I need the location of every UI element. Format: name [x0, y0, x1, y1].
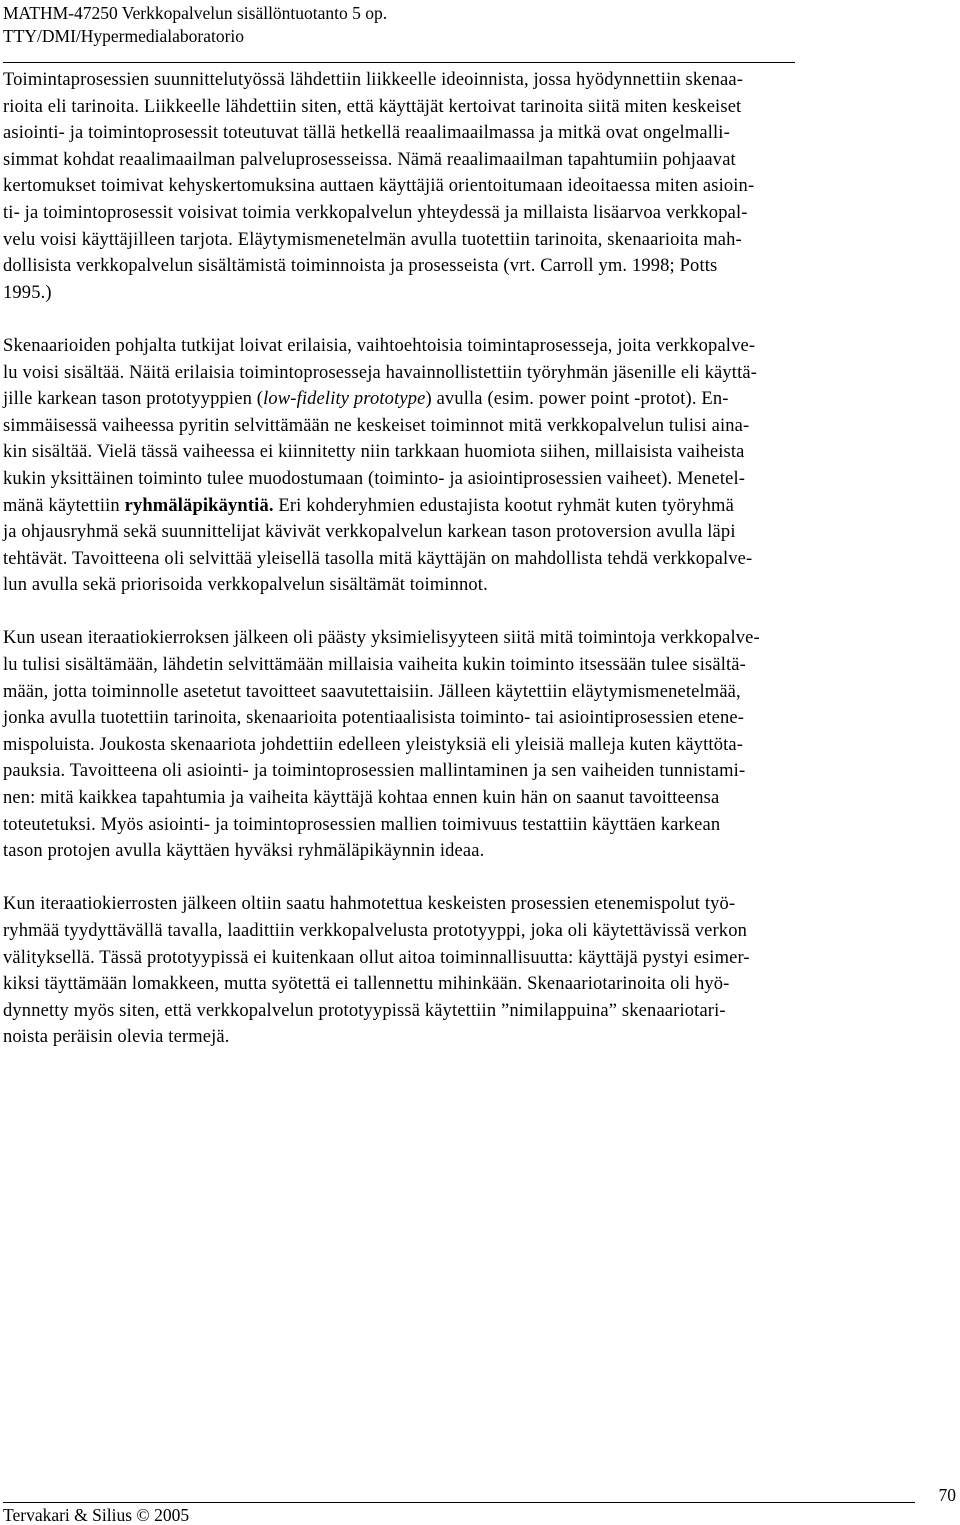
- footer-authors: Tervakari & Silius © 2005: [3, 1505, 190, 1525]
- page-number: 70: [938, 1485, 956, 1505]
- lab-name: TTY/DMI/Hypermedialaboratorio: [3, 26, 245, 46]
- paragraph-3: Kun usean iteraatiokierroksen jälkeen oli päästy yksimielisyyteen siitä mitä toimintoja verkkopalve- lu tulisi sisältämään, lähdetin selvittämään millaisia vaiheita kukin toiminto itsessään tulee sisältä- mään, jotta toiminnolle asetetut tavoitteet saavutettaisiin. Jälleen käytettiin eläytymismenetelmää, jonka avulla tuotettiin tarinoita, skenaarioita potentiaalisista toiminto- tai asiointiprosessien etene- mispoluista. Joukosta skenaariota johdettiin edelleen yleistyksiä eli yleisiä malleja kuten käyttöta- pauksia. Tavoitteena oli asiointi- ja toimintoprosessien mallintaminen ja sen vaiheiden tunnistami- nen: mitä kaikkea tapahtumia ja vaiheita käyttäjä kohtaa ennen kuin hän on saanut tavoitteensa toteutetuksi. Myös asiointi- ja toimintoprosessien mallien toimivuus testattiin käyttäen karkean tason protojen avulla käyttäen hyväksi ryhmäläpikäynnin ideaa.: [3, 628, 760, 862]
- paragraph-2-part-1: Skenaarioiden pohjalta tutkijat loivat erilaisia, vaihtoehtoisia toimintaprosesseja, joita verkkopalve- lu voisi sisältää. Näitä erilaisia toimintoprosesseja havainnollistettiin työryhmän jäsenille eli käyttä- jille karkean tason prototyyppien (: [3, 335, 758, 410]
- paragraph-2: [3, 333, 945, 599]
- page-header: [3, 2, 387, 48]
- header-divider: [3, 62, 795, 63]
- paragraph-2-part-3: Eri kohderyhmien edustajista kootut ryhmät kuten työryhmä ja ohjausryhmä sekä suunnittelijat kävivät verkkopalvelun karkean tason protoversion avulla läpi tehtävät. Tavoitteena oli selvittää yleisellä tasolla mitä käyttäjän on mahdollista tehdä verkkopalve- lun avulla sekä priorisoida verkkopalvelun sisältämät toiminnot.: [3, 495, 753, 596]
- footer-divider: [3, 1502, 915, 1503]
- paragraph-1: Toimintaprosessien suunnittelutyössä lähdettiin liikkeelle ideoinnista, jossa hyödynnettiin skenaa- rioita eli tarinoita. Liikkeelle lähdettiin siten, että käyttäjät kertoivat tarinoita siitä miten keskeiset asiointi- ja toimintoprosessit toteutuvat tällä hetkellä reaalimaailmassa ja mitkä ovat ongelmalli- simmat kohdat reaalimaailman palveluprosesseissa. Nämä reaalimaailman tapahtumiin pohjaavat kertomukset toimivat kehyskertomuksina auttaen käyttäjiä orientoitumaan ideoitaessa miten asioin- ti- ja toimintoprosessit voisivat toimia verkkopalvelun yhteydessä ja millaista lisäarvoa verkkopal- velu voisi käyttäjilleen tarjota. Eläytymismenetelmän avulla tuotettiin tarinoita, skenaarioita mah- dollisista verkkopalvelun sisältämistä toiminnoista ja prosesseista (vrt. Carroll ym. 1998; Potts 1995.): [3, 70, 755, 303]
- paragraph-2-part-2: ) avulla (esim. power point -protot). En- simmäisessä vaiheessa pyritin selvittämään ne keskeiset toiminnot mitä verkkopalvelun tulisi aina- kin sisältää. Vielä tässä vaiheessa ei kiinnitetty niin tarkkaan huomiota siihen, millaisista vaiheista kukin yksittäinen toiminto tulee muodostumaan (toiminto- ja asiointiprosessien vaiheet). Menetel- mänä käytettiin: [3, 389, 750, 516]
- document-body: [3, 67, 945, 1051]
- paragraph-4: Kun iteraatiokierrosten jälkeen oltiin saatu hahmotettua keskeisten prosessien etenemispolut työ- ryhmää tyydyttävällä tavalla, laadittiin verkkopalvelusta prototyyppi, joka oli käytettävissä verkon välityksellä. Tässä prototyypissä ei kuitenkaan ollut aitoa toiminnallisuutta: käyttäjä pystyi esimer- kiksi täyttämään lomakkeen, mutta syötettä ei tallennettu mihinkään. Skenaariotarinoita oli hyö- dynnetty myös siten, että verkkopalvelun prototyypissä käytettiin ”nimilappuina” skenaariotari- noista peräisin olevia termejä.: [3, 894, 750, 1048]
- paragraph-2-italic-term: low-fidelity prototype: [263, 389, 426, 410]
- paragraph-2-bold-term: ryhmäläpikäyntiä.: [124, 495, 274, 516]
- course-title: MATHM-47250 Verkkopalvelun sisällöntuotanto 5 op.: [3, 3, 388, 23]
